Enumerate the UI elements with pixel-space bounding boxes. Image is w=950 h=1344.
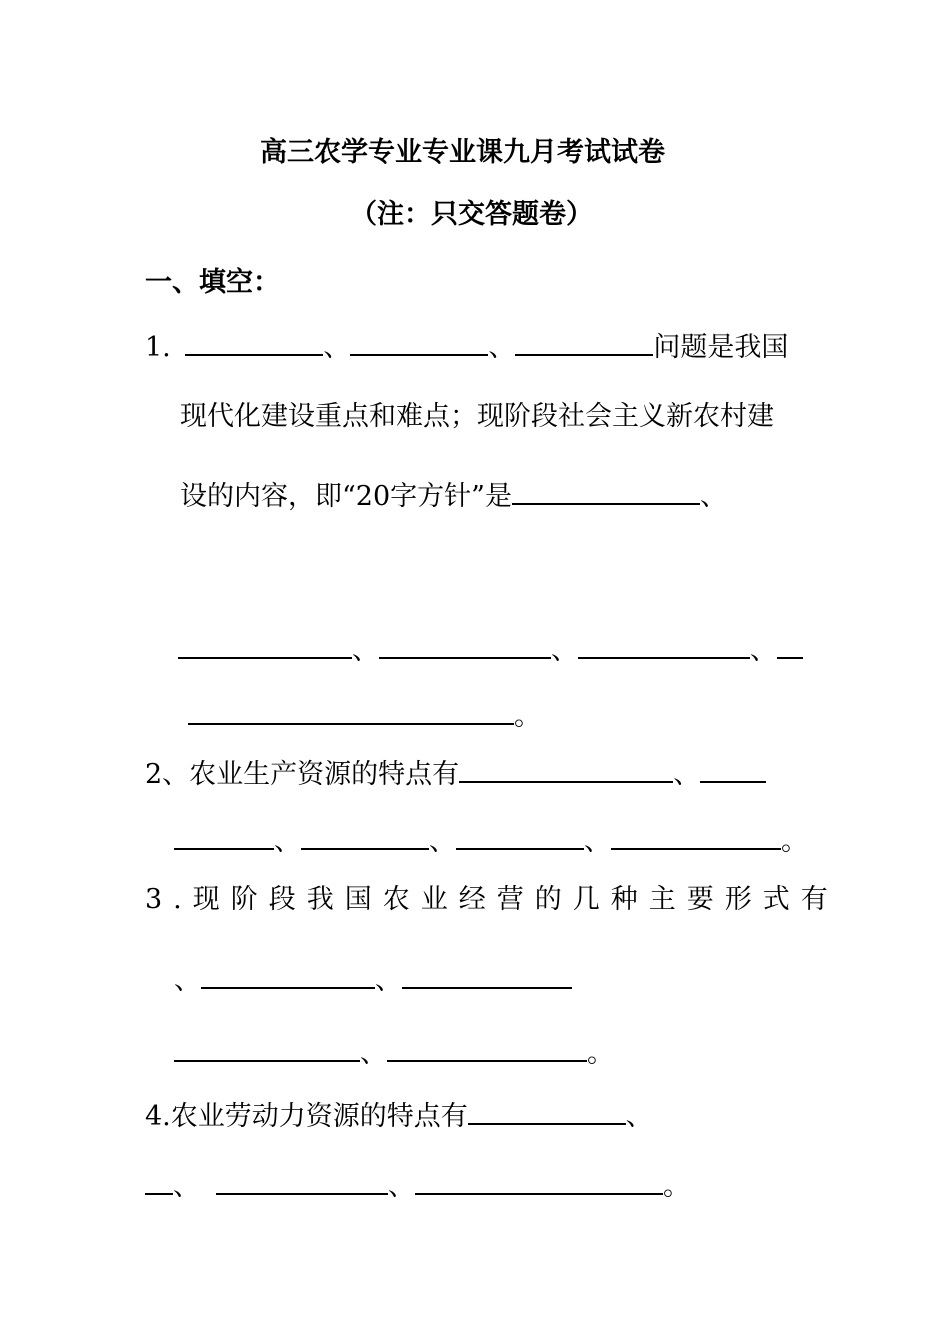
question-text: 4.农业劳动力资源的特点有 xyxy=(145,1101,468,1132)
question-4-line-2 xyxy=(145,1166,690,1204)
answer-blank[interactable] xyxy=(174,821,274,850)
answer-blank[interactable] xyxy=(515,327,653,356)
answer-blank[interactable] xyxy=(387,1033,587,1062)
answer-blank[interactable] xyxy=(415,1166,663,1195)
answer-blank[interactable] xyxy=(216,1166,388,1195)
answer-blank[interactable] xyxy=(174,1033,360,1062)
question-1-line-3 xyxy=(180,476,727,514)
question-text: 问题是我国 xyxy=(653,332,789,363)
separator: 、 xyxy=(388,1171,415,1202)
section-heading: 一、填空： xyxy=(145,267,280,298)
separator: 、 xyxy=(375,965,402,996)
page-title: 高三农学专业专业课九月考试试卷 xyxy=(260,137,665,168)
answer-blank[interactable] xyxy=(301,821,429,850)
period: 。 xyxy=(514,701,541,732)
answer-blank[interactable] xyxy=(512,476,700,505)
separator: 、 xyxy=(488,332,516,363)
separator: 、 xyxy=(750,635,777,666)
answer-blank[interactable] xyxy=(185,327,323,356)
separator: 、 xyxy=(699,481,727,512)
question-2-line-1 xyxy=(145,754,766,792)
question-2-line-2 xyxy=(174,821,808,859)
question-text: 2、农业生产资源的特点有 xyxy=(145,759,460,790)
answer-blank[interactable] xyxy=(777,630,803,659)
answer-blank[interactable] xyxy=(178,630,352,659)
separator: 、 xyxy=(323,332,351,363)
answer-blank[interactable] xyxy=(456,821,584,850)
question-3-text: 3.现阶段我国农业经营的几种主要形式有 xyxy=(145,884,839,915)
question-3-line-2 xyxy=(174,960,572,998)
period: 。 xyxy=(587,1038,614,1069)
separator: 、 xyxy=(429,826,456,857)
answer-blank[interactable] xyxy=(402,960,572,989)
question-1-line-1 xyxy=(145,327,788,365)
question-4-line-1 xyxy=(145,1096,653,1134)
question-1-line-2: 现代化建设重点和难点；现阶段社会主义新农村建 xyxy=(180,401,774,432)
answer-blank[interactable] xyxy=(201,960,375,989)
separator: 、 xyxy=(174,965,201,996)
separator: 、 xyxy=(352,635,379,666)
exam-note: （注：只交答题卷） xyxy=(350,199,593,230)
separator: 、 xyxy=(173,1171,200,1202)
separator: 、 xyxy=(274,826,301,857)
question-text: 设的内容，即“20字方针”是 xyxy=(180,481,512,512)
question-3-line-3 xyxy=(174,1033,614,1071)
answer-blank[interactable] xyxy=(188,696,514,725)
answer-blank[interactable] xyxy=(379,630,551,659)
question-number: 1. xyxy=(145,332,171,363)
question-1-line-5 xyxy=(188,696,541,734)
answer-blank[interactable] xyxy=(145,1166,173,1195)
period: 。 xyxy=(781,826,808,857)
answer-blank[interactable] xyxy=(350,327,488,356)
separator: 、 xyxy=(584,826,611,857)
answer-blank[interactable] xyxy=(611,821,781,850)
separator: 、 xyxy=(625,1101,653,1132)
separator: 、 xyxy=(673,759,701,790)
answer-blank[interactable] xyxy=(459,754,673,783)
answer-blank[interactable] xyxy=(468,1096,626,1125)
separator: 、 xyxy=(551,635,578,666)
separator: 、 xyxy=(360,1038,387,1069)
period: 。 xyxy=(663,1171,690,1202)
answer-blank[interactable] xyxy=(700,754,766,783)
question-1-line-4 xyxy=(178,630,803,668)
answer-blank[interactable] xyxy=(578,630,750,659)
